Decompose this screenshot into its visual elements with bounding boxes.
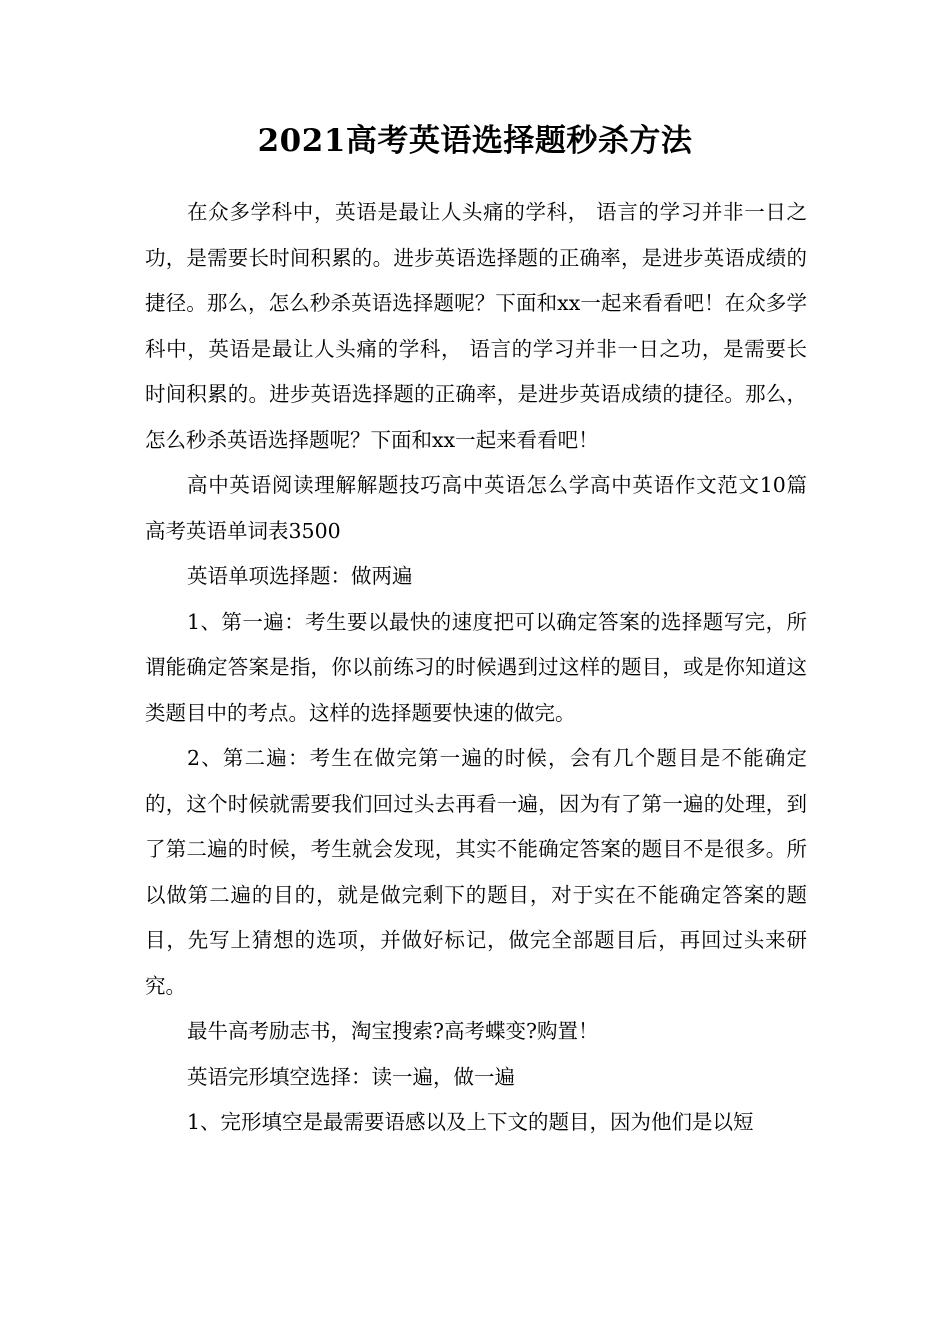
section-heading-cloze: 英语完形填空选择：读一遍，做一遍	[187, 1064, 516, 1089]
cloze-paragraph: 1、完形填空是最需要语感以及上下文的题目，因为他们是以短	[187, 1110, 754, 1134]
related-links-paragraph: 高中英语阅读理解解题技巧高中英语怎么学高中英语作文范文10篇高考英语单词表3500	[145, 473, 807, 543]
document-title: 2021高考英语选择题秒杀方法	[257, 123, 693, 159]
document-body	[145, 190, 807, 1146]
section-heading-single-choice: 英语单项选择题：做两遍	[187, 564, 413, 588]
second-pass-paragraph: 2、第二遍：考生在做完第一遍的时候，会有几个题目是不能确定的，这个时候就需要我们回过头去再看一遍，因为有了第一遍的处理，到了第二遍的时候，考生就会发现，其实不能确定答案的题目不是很多。所以做第二遍的目的，就是做完剩下的题目，对于实在不能确定答案的题目，先写上猜想的选项，并做好标记，做完全部题目后，再回过头来研究。	[145, 746, 807, 998]
first-pass-paragraph: 1、第一遍：考生要以最快的速度把可以确定答案的选择题写完，所谓能确定答案是指，你以前练习的时候遇到过这样的题目，或是你知道这类题目中的考点。这样的选择题要快速的做完。	[145, 609, 807, 725]
promo-paragraph: 最牛高考励志书，淘宝搜索?高考蝶变?购置！	[187, 1019, 599, 1043]
intro-paragraph: 在众多学科中，英语是最让人头痛的学科， 语言的学习并非一日之功，是需要长时间积累的。进步英语选择题的正确率，是进步英语成绩的捷径。那么，怎么秒杀英语选择题呢？下面和xx一起来看看吧！在众多学科中，英语是最让人头痛的学科， 语言的学习并非一日之功，是需要长时间积累的。进步英语选择题的正确率，是进步英语成绩的捷径。那么，怎么秒杀英语选择题呢？下面和xx一起来看看吧！	[145, 200, 807, 452]
